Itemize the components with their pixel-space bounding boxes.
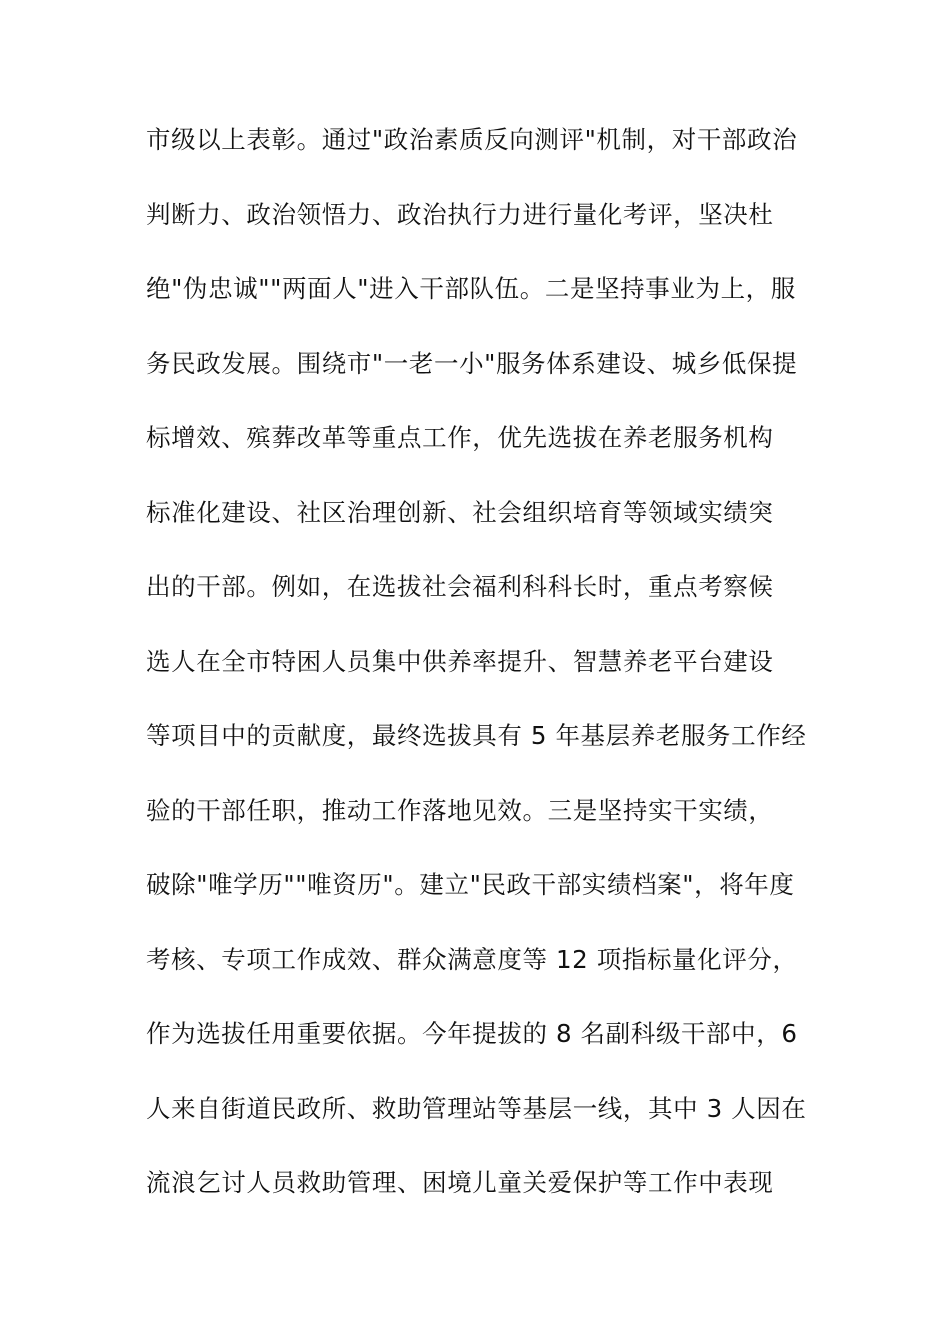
body-text xyxy=(146,120,816,1238)
text-line-15: 流浪乞讨人员救助管理、困境儿童关爱保护等工作中表现 xyxy=(146,1168,774,1197)
text-line-10: 验的干部任职，推动工作落地见效。三是坚持实干实绩， xyxy=(146,795,774,825)
text-line-11: 破除"唯学历""唯资历"。建立"民政干部实绩档案"，将年度 xyxy=(146,870,795,899)
text-line-4: 务民政发展。围绕市"一老一小"服务体系建设、城乡低保提 xyxy=(146,348,798,378)
text-line-13: 作为选拔任用重要依据。今年提拔的 8 名副科级干部中，6 xyxy=(146,1019,798,1048)
text-line-3: 绝"伪忠诚""两面人"进入干部队伍。二是坚持事业为上，服 xyxy=(146,274,796,303)
text-line-2: 判断力、政治领悟力、政治执行力进行量化考评，坚决杜 xyxy=(146,199,774,229)
text-line-6: 标准化建设、社区治理创新、社会组织培育等领域实绩突 xyxy=(146,497,774,527)
text-line-12: 考核、专项工作成效、群众满意度等 12 项指标量化评分， xyxy=(146,944,798,974)
text-line-14: 人来自街道民政所、救助管理站等基层一线，其中 3 人因在 xyxy=(146,1093,807,1123)
text-line-1: 市级以上表彰。通过"政治素质反向测评"机制，对干部政治 xyxy=(146,125,798,154)
text-line-5: 标增效、殡葬改革等重点工作，优先选拔在养老服务机构 xyxy=(146,423,774,452)
text-line-8: 选人在全市特困人员集中供养率提升、智慧养老平台建设 xyxy=(146,646,774,676)
text-line-9: 等项目中的贡献度，最终选拔具有 5 年基层养老服务工作经 xyxy=(146,721,807,750)
text-line-7: 出的干部。例如，在选拔社会福利科科长时，重点考察候 xyxy=(146,572,774,601)
